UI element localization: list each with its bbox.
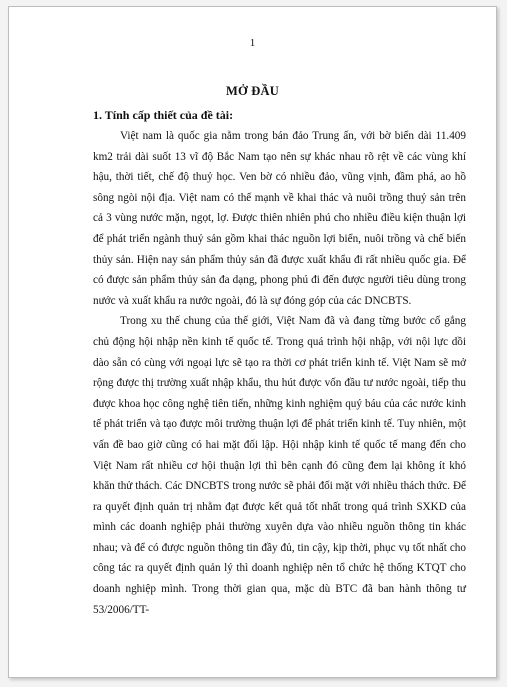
section-heading: 1. Tính cấp thiết của đề tài: <box>93 108 234 122</box>
document-title: MỞ ĐẦU <box>226 84 279 98</box>
page-number: 1 <box>249 37 256 49</box>
paragraph: Trong xu thế chung của thế giới, Việt Nam đã và đang từng bước cố gắng chủ động hội nhập nền kinh tế quốc tế. Trong quá trình hội nhập, với nội lực dồi dào sẵn có cùng với ngoại lực sẽ tạo ra thời cơ phát triển kinh tế. Việt Nam sẽ mở rộng được thị trường xuất nhập khẩu, thu hút được vốn đầu tư nước ngoài, tiếp thu được khoa học công nghệ tiên tiến, những kinh nghiệm quý báu của các nước kinh tế phát triển và tạo được môi trường thuận lợi để phát triển kinh tế. Tuy nhiên, một vấn đề bao giờ cũng có hai mặt đối lập. Hội nhập kinh tế quốc tế mang đến cho Việt Nam rất nhiều cơ hội thuận lợi thì bên cạnh đó cũng đem lại không ít khó khăn thử thách. Các DNCBTS trong nước sẽ phải đối mặt với nhiều thách thức. Để ra quyết định quản trị nhằm đạt được kết quả tốt nhất trong quá trình SXKD của mình các doanh nghiệp phải thường xuyên dựa vào nhiều nguồn thông tin khác nhau; và để có được nguồn thông tin đầy đủ, tin cậy, kịp thời, phục vụ tốt nhất cho công tác ra quyết định quản lý thì doanh nghiệp nên tổ chức hệ thống KTQT cho doanh nghiệp mình. Trong thời gian qua, mặc dù BTC đã ban hành thông tư 53/2006/TT- <box>93 315 466 616</box>
paragraph: Việt nam là quốc gia nằm trong bán đảo Trung ấn, với bờ biển dài 11.409 km2 trải dài suốt 13 vĩ độ Bắc Nam tạo nên sự khác nhau rõ rệt về các vùng khí hậu, thời tiết, chế độ thuỷ học. Ven bờ có nhiều đảo, vũng vịnh, đầm phá, ao hồ sông ngòi nội địa. Việt nam có thế mạnh về khai thác và nuôi trồng thuỷ sản trên cả 3 vùng nước mặn, ngọt, lợ. Được thiên nhiên phú cho nhiều điều kiện thuận lợi để phát triển ngành thuỷ sản gồm khai thác nguồn lợi biển, nuôi trồng và chế biến thủy sản. Hiện nay sản phẩm thủy sản đã được xuất khẩu đi rất nhiều quốc gia. Để có được sản phẩm thủy sản đa dạng, phong phú đi đến được người tiêu dùng trong nước và xuất khẩu ra nước ngoài, đó là sự đóng góp của các DNCBTS. <box>93 130 466 307</box>
body-text <box>93 126 466 620</box>
document-page <box>8 6 497 678</box>
